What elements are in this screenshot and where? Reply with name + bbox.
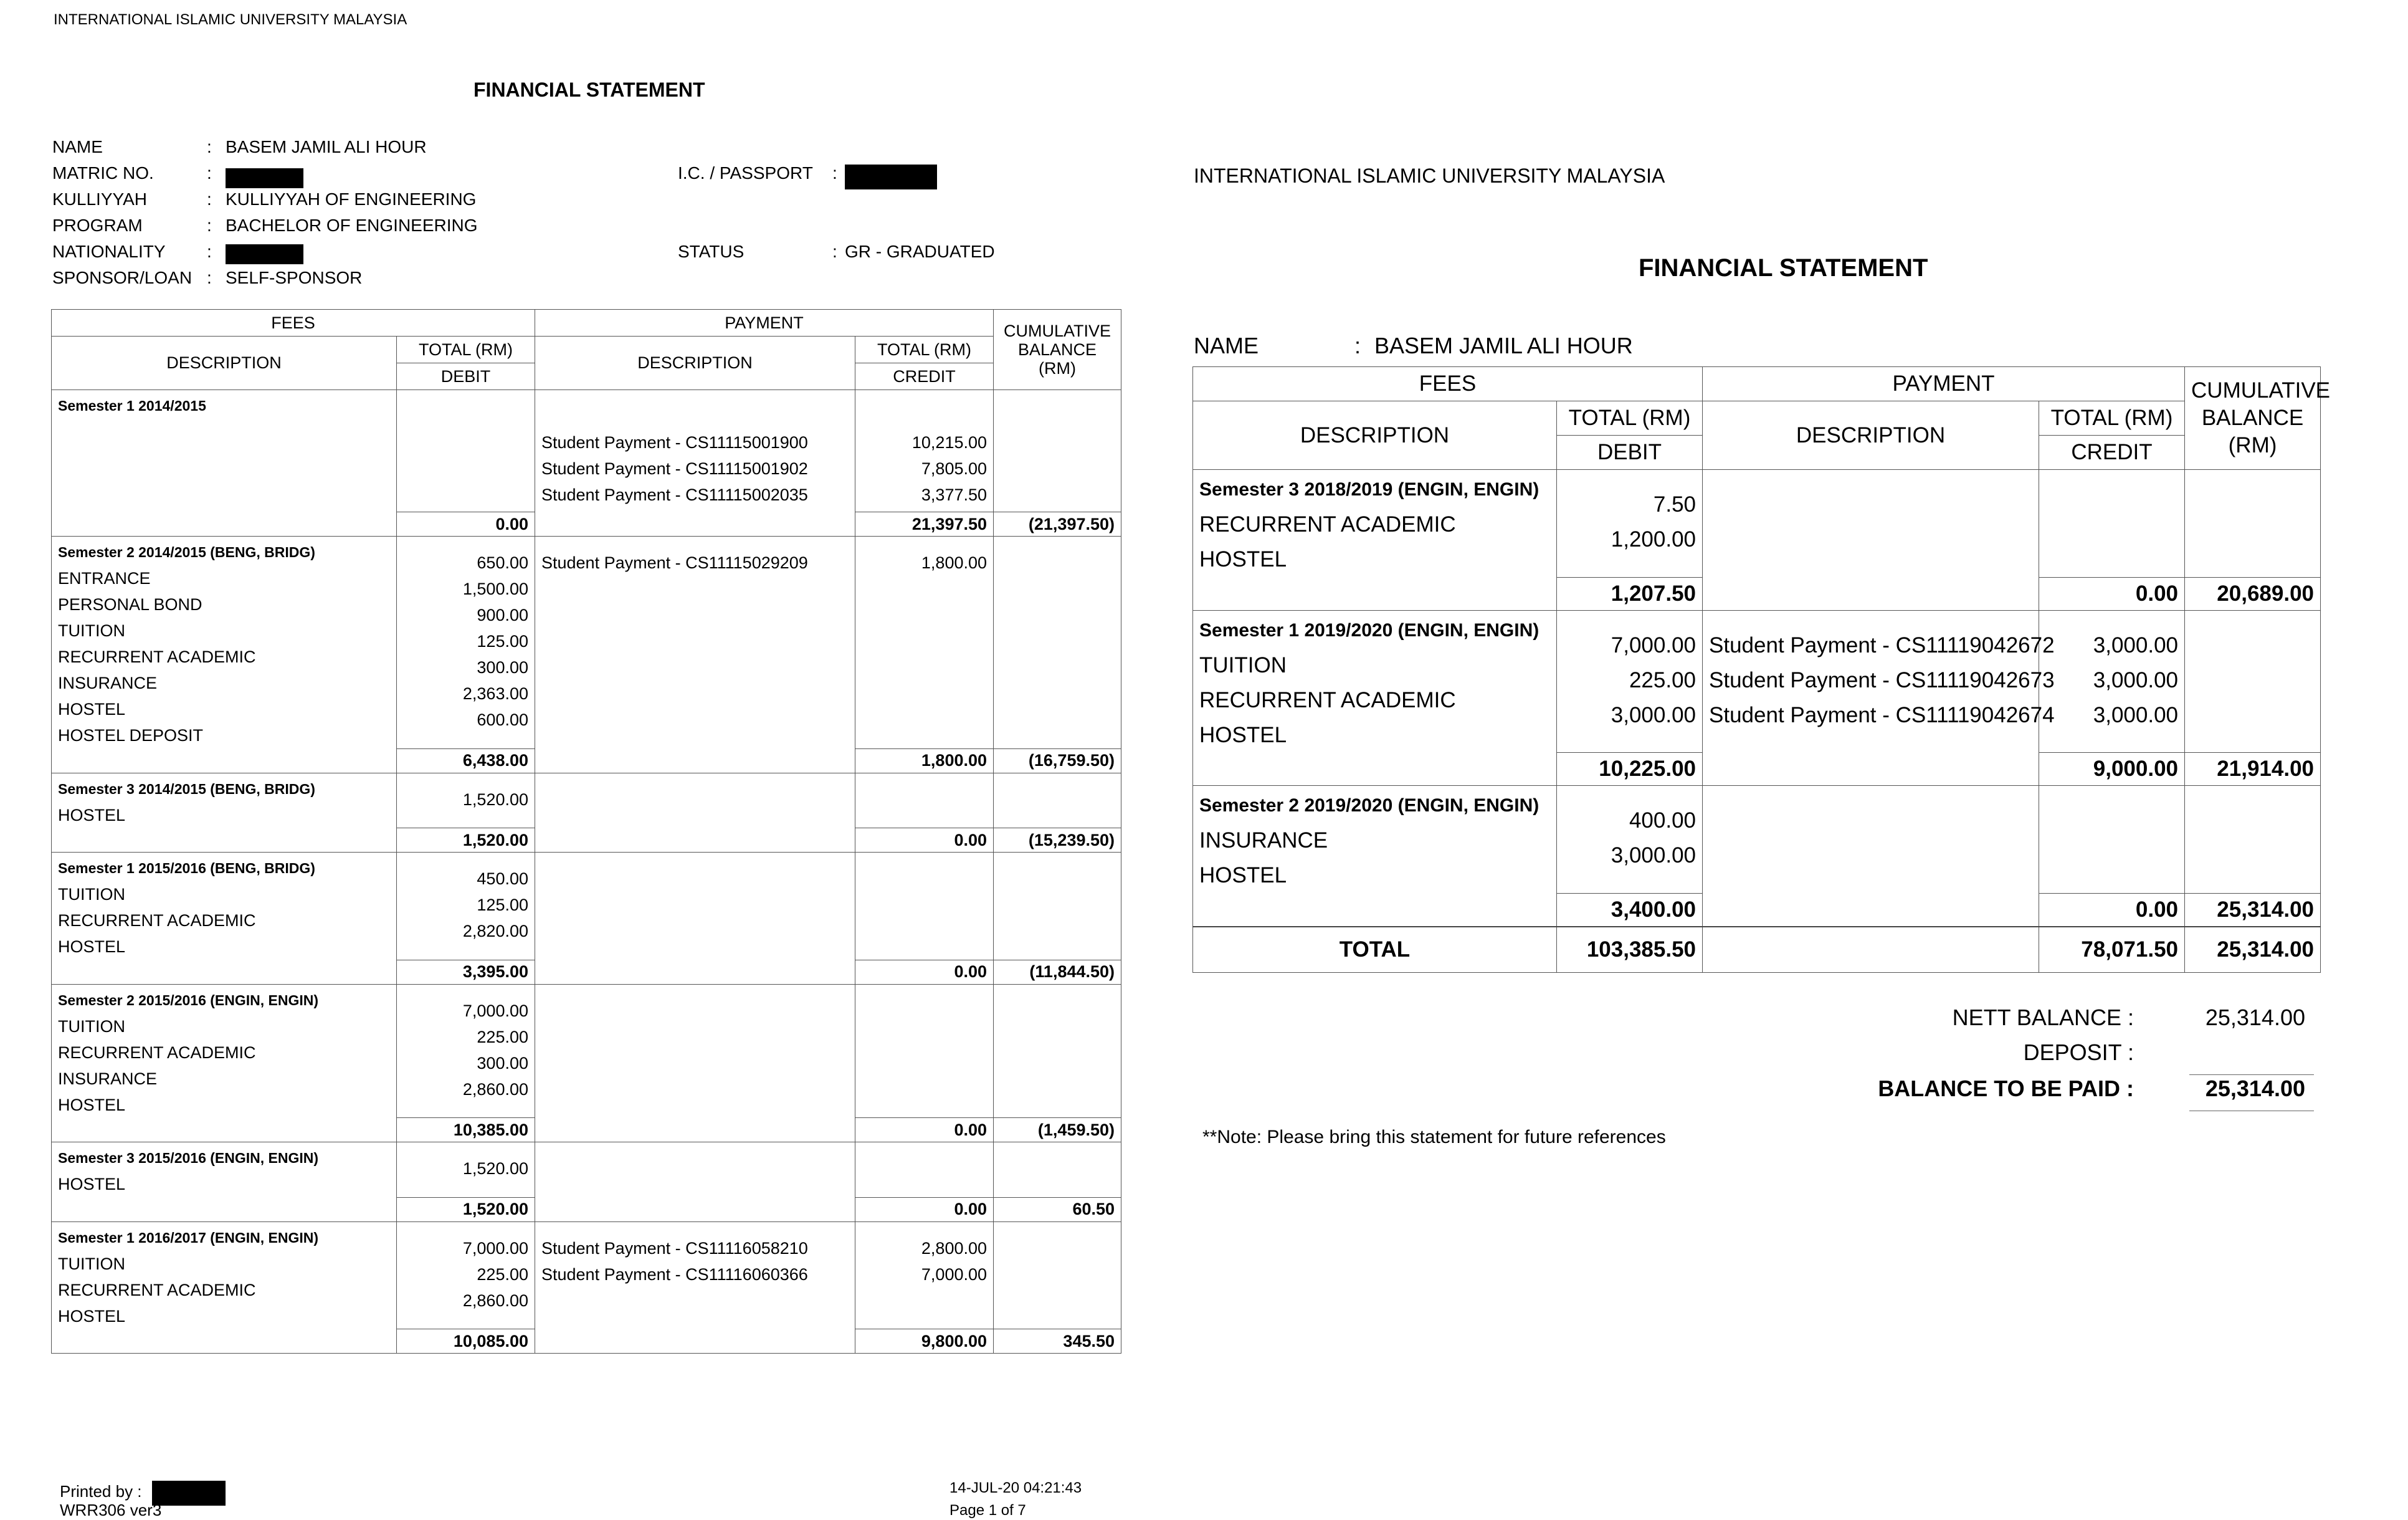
line-item: HOSTEL [58,805,126,825]
credit-subtotal: 0.00 [855,828,994,853]
print-timestamp: 14-JUL-20 04:21:43 [949,1479,1082,1496]
semester-subtotal-row [1193,753,2321,786]
cumulative-balance-header-2: CUMULATIVE BALANCE (RM) [2185,367,2321,470]
printed-by-redacted [152,1481,226,1506]
ic-label: I.C. / PASSPORT [678,163,813,183]
amount: 7,000.00 [1611,633,1697,657]
debit-subtotal: 1,520.00 [397,1197,535,1221]
statement-page-2 [1140,0,2408,1508]
semester-title: Semester 1 2016/2017 (ENGIN, ENGIN) [58,1229,319,1246]
semester-row [1193,786,2321,894]
line-item: Student Payment - CS11115001902 [541,459,808,478]
amount: 1,520.00 [462,1159,528,1178]
cumulative-balance: (21,397.50) [994,512,1121,537]
fees-total-header-2: TOTAL (RM) [1557,401,1703,436]
debit-subtotal: 3,400.00 [1557,893,1703,927]
semester-title: Semester 1 2014/2015 [58,398,206,414]
fees-header: FEES [52,310,535,337]
cumulative-balance-header: CUMULATIVE BALANCE (RM) [994,310,1121,390]
amount: 450.00 [477,869,528,888]
line-item: HOSTEL [1199,863,1287,887]
credit-subtotal: 9,000.00 [2039,753,2185,786]
amount: 7.50 [1653,492,1697,517]
line-item: RECURRENT ACADEMIC [58,648,256,666]
semester-subtotal-row [52,512,1121,537]
cumulative-balance: (15,239.50) [994,828,1121,853]
amount: 125.00 [477,896,528,914]
cumulative-balance: 20,689.00 [2185,577,2321,610]
line-item: HOSTEL [58,937,126,956]
amount: 3,000.00 [1611,702,1697,727]
semester-subtotal-row [52,1329,1121,1354]
line-item: Student Payment - CS11116060366 [541,1264,808,1284]
payment-description-header: DESCRIPTION [535,337,855,390]
status-value: GR - GRADUATED [845,242,995,261]
kulliyyah-label: KULLIYYAH [52,189,147,209]
line-item: RECURRENT ACADEMIC [58,1280,256,1299]
line-item: Student Payment - CS11119042673 [1709,667,2055,692]
semester-row [52,984,1121,1118]
amount: 2,800.00 [921,1238,987,1258]
university-name-2: INTERNATIONAL ISLAMIC UNIVERSITY MALAYSIA [1194,165,1665,187]
line-item: HOSTEL [1199,547,1287,571]
amount: 7,000.00 [462,1001,528,1020]
cumulative-balance: 25,314.00 [2185,893,2321,927]
debit-subtotal: 10,385.00 [397,1118,535,1142]
semester-title: Semester 1 2019/2020 (ENGIN, ENGIN) [1199,619,1540,641]
amount: 3,000.00 [1611,843,1697,868]
nett-balance-value: 25,314.00 [2205,1005,2305,1030]
credit-subtotal: 21,397.50 [855,512,994,537]
statement-table-page-1 [51,309,1121,1354]
line-item: RECURRENT ACADEMIC [58,911,256,930]
fees-description-header-2: DESCRIPTION [1193,401,1557,470]
nationality-redacted [226,243,303,264]
credit-subtotal: 0.00 [2039,577,2185,610]
page-title-2: FINANCIAL STATEMENT [1639,254,1928,282]
line-item: PERSONAL BOND [58,595,202,614]
amount: 3,377.50 [921,485,987,504]
cumulative-balance: 21,914.00 [2185,753,2321,786]
amount: 600.00 [477,710,528,729]
amount: 1,200.00 [1611,527,1697,552]
total-label: TOTAL [1193,927,1557,973]
balance-to-pay-label: BALANCE TO BE PAID : [1878,1076,2134,1101]
amount: 2,363.00 [462,684,528,703]
credit-subtotal: 9,800.00 [855,1329,994,1354]
amount: 10,215.00 [911,433,987,452]
semester-title: Semester 2 2014/2015 (BENG, BRIDG) [58,544,315,560]
cumulative-balance: (16,759.50) [994,748,1121,773]
amount: 900.00 [477,606,528,624]
page-number: Page 1 of 7 [949,1502,1026,1519]
balance-to-pay-value: 25,314.00 [2205,1076,2305,1101]
statement-page-1: INTERNATIONAL ISLAMIC UNIVERSITY MALAYSIA FINANCIAL STATEMENT NAME : BASEM JAMIL ALI HOUR MATRIC NO. : KULLIYYAH : KULLIYYAH OF ENGINEERING PROGRAM : BACHELOR OF ENGINEERING NATIONALITY : SPONSOR/LOAN : SELF-SPONSOR I.C. / PASSPORT : STATUS : GR - GRADUATED FEES PAYMENT CUMULATIVE BALANCE (RM) DESCRIPTION TOTAL (RM) DESCRIPTION TOTAL (RM) DEBIT CREDIT Semester 1 2014/2015 Student Payment - CS11115001900 Student Payment - CS11115001902 Student Payment - CS11115002035 10,215.00 7,805.00 3,377.50 0.00 21,397.50 (21,397.50) Semester 2 2014/2015 (BENG, BRIDG) ENTRANCE PERSONAL BOND TUITION RECURRENT ACADEMIC INSURANCE HOSTEL HOSTEL DEPOSIT 650.00 1,500.00 900.00 125.00 300.00 2,363.00 600.00 Student Payment - CS11115029209 1,800.00 6,438.00 1,800.00 (16,759.50) Semester 3 2014/2015 (BENG, BRIDG) HOSTEL 1,520.00 1,520.00 0.00 (15,239.50) Semester 1 2015/2016 (BENG, BRIDG) TUITION RECURRENT ACADEMIC HOSTEL 450.00 125.00 2,820.00 3,395.00 0.00 (11,844.50) Semester 2 2015/2016 (ENGIN, ENGIN) TUITION RECURRENT ACADEMIC INSURANCE HOSTEL 7,000.00 225.00 300.00 2,860.00 10,385.00 0.00 (1,459.50) Semester 3 2015/2016 (ENGIN, ENGIN) HOSTEL 1,520.00 1,520.00 0.00 60.50 Semester 1 2016/2017 (ENGIN, ENGIN) TUITION RECURRENT ACADEMIC HOSTEL 7,000.00 225.00 2,860.00 Student Payment - CS11116058210 Student Payment - CS11116060366 2,800.00 7,000.00 10,085.00 9,800.00 345.50 Printed by : WRR306 ver3 14-JUL-20 04:21:43 Page 1 of 7 [0,0,1140,1508]
printed-by-label: Printed by : [60,1482,142,1501]
semester-subtotal-row [52,748,1121,773]
credit-subtotal: 1,800.00 [855,748,994,773]
credit-header: CREDIT [855,363,994,390]
cumulative-balance: 60.50 [994,1197,1121,1221]
amount: 225.00 [477,1264,528,1284]
credit-subtotal: 0.00 [2039,893,2185,927]
statement-note: **Note: Please bring this statement for future references [1202,1127,1666,1147]
credit-subtotal: 0.00 [855,1118,994,1142]
amount: 7,805.00 [921,459,987,478]
line-item: TUITION [58,885,125,904]
ic-redacted [845,165,937,189]
debit-subtotal: 1,520.00 [397,828,535,853]
amount: 125.00 [477,632,528,651]
line-item: RECURRENT ACADEMIC [1199,512,1456,537]
line-item: RECURRENT ACADEMIC [1199,687,1456,712]
amount: 300.00 [477,1053,528,1073]
total-credit: 78,071.50 [2039,927,2185,973]
amount: 2,860.00 [462,1079,528,1099]
line-item: HOSTEL [58,700,126,719]
amount: 650.00 [477,553,528,572]
student-name: BASEM JAMIL ALI HOUR [226,137,427,156]
semester-row [1193,470,2321,578]
amount: 7,000.00 [921,1264,987,1284]
form-code: WRR306 ver3 [60,1501,162,1519]
semester-subtotal-row [52,960,1121,984]
university-name: INTERNATIONAL ISLAMIC UNIVERSITY MALAYSIA [54,11,407,28]
semester-row [52,1142,1121,1198]
line-item: Student Payment - CS11115029209 [541,553,808,572]
page-title: FINANCIAL STATEMENT [474,79,705,101]
semester-subtotal-row [52,1197,1121,1221]
amount: 2,820.00 [462,922,528,940]
line-item: HOSTEL DEPOSIT [58,726,204,745]
amount: 3,000.00 [2093,633,2179,657]
semester-subtotal-row [1193,577,2321,610]
amount: 1,800.00 [921,553,987,572]
line-item: HOSTEL [1199,722,1287,747]
semester-title: Semester 1 2015/2016 (BENG, BRIDG) [58,860,315,876]
line-item: HOSTEL [58,1306,126,1326]
semester-row [1193,610,2321,753]
cumulative-balance: 345.50 [994,1329,1121,1354]
nationality-label: NATIONALITY [52,242,166,261]
payment-total-header-2: TOTAL (RM) [2039,401,2185,436]
credit-subtotal: 0.00 [855,960,994,984]
line-item: TUITION [58,1016,125,1036]
semester-subtotal-row [52,1118,1121,1142]
line-item: TUITION [58,621,125,640]
payment-total-header: TOTAL (RM) [855,337,994,363]
debit-subtotal: 10,225.00 [1557,753,1703,786]
line-item: ENTRANCE [58,569,151,588]
debit-header-2: DEBIT [1557,436,1703,470]
semester-title: Semester 2 2015/2016 (ENGIN, ENGIN) [58,992,319,1008]
amount: 7,000.00 [462,1238,528,1258]
amount: 3,000.00 [2093,702,2179,727]
cumulative-balance: (11,844.50) [994,960,1121,984]
total-balance: 25,314.00 [2185,927,2321,973]
balance-summary [1140,1005,2408,1104]
line-item: RECURRENT ACADEMIC [58,1043,256,1062]
debit-subtotal: 6,438.00 [397,748,535,773]
deposit-label: DEPOSIT : [2023,1040,2134,1065]
semester-row [52,1221,1121,1329]
matric-label: MATRIC NO. [52,163,154,183]
kulliyyah-value: KULLIYYAH OF ENGINEERING [226,189,477,209]
payment-header-2: PAYMENT [1703,367,2185,401]
line-item: INSURANCE [58,674,158,692]
semester-row [52,537,1121,749]
payment-header: PAYMENT [535,310,994,337]
program-label: PROGRAM [52,216,143,235]
line-item: TUITION [1199,652,1287,677]
debit-subtotal: 10,085.00 [397,1329,535,1354]
amount: 225.00 [477,1027,528,1046]
fees-total-header: TOTAL (RM) [397,337,535,363]
line-item: INSURANCE [58,1069,158,1088]
statement-table-page-2 [1192,366,2331,973]
debit-header: DEBIT [397,363,535,390]
amount: 300.00 [477,658,528,677]
debit-subtotal: 0.00 [397,512,535,537]
debit-subtotal: 1,207.50 [1557,577,1703,610]
line-item: Student Payment - CS11116058210 [541,1238,808,1258]
amount: 1,520.00 [462,790,528,809]
debit-subtotal: 3,395.00 [397,960,535,984]
total-debit: 103,385.50 [1557,927,1703,973]
matric-redacted [226,167,303,188]
semester-row [52,853,1121,960]
sponsor-label: SPONSOR/LOAN [52,268,193,287]
amount: 1,500.00 [462,580,528,598]
name-label: NAME [52,137,103,156]
line-item: Student Payment - CS11115001900 [541,433,808,452]
line-item: TUITION [58,1254,125,1273]
line-item: Student Payment - CS11115002035 [541,485,808,504]
semester-row [52,390,1121,512]
line-item: INSURANCE [1199,828,1328,853]
line-item: Student Payment - CS11119042672 [1709,633,2055,657]
amount: 225.00 [1629,667,1697,692]
semester-subtotal-row [52,828,1121,853]
status-label: STATUS [678,242,745,261]
semester-title: Semester 3 2015/2016 (ENGIN, ENGIN) [58,1150,319,1166]
credit-header-2: CREDIT [2039,436,2185,470]
payment-description-header-2: DESCRIPTION [1703,401,2039,470]
student-name-2: NAME : BASEM JAMIL ALI HOUR [1194,333,1633,358]
semester-title: Semester 3 2014/2015 (BENG, BRIDG) [58,780,315,797]
fees-description-header: DESCRIPTION [52,337,397,390]
nett-balance-label: NETT BALANCE : [1952,1005,2134,1030]
grand-total-row [1193,927,2321,973]
line-item: HOSTEL [58,1095,126,1114]
cumulative-balance: (1,459.50) [994,1118,1121,1142]
sponsor-value: SELF-SPONSOR [226,268,363,287]
credit-subtotal: 0.00 [855,1197,994,1221]
line-item: HOSTEL [58,1175,126,1193]
amount: 3,000.00 [2093,667,2179,692]
line-item: Student Payment - CS11119042674 [1709,702,2055,727]
amount: 400.00 [1629,808,1697,833]
semester-row [52,773,1121,828]
semester-subtotal-row [1193,893,2321,927]
semester-title: Semester 3 2018/2019 (ENGIN, ENGIN) [1199,479,1540,500]
summary-rule-top [2189,1074,2314,1075]
program-value: BACHELOR OF ENGINEERING [226,216,478,235]
fees-header-2: FEES [1193,367,1703,401]
amount: 2,860.00 [462,1291,528,1310]
semester-title: Semester 2 2019/2020 (ENGIN, ENGIN) [1199,795,1540,816]
